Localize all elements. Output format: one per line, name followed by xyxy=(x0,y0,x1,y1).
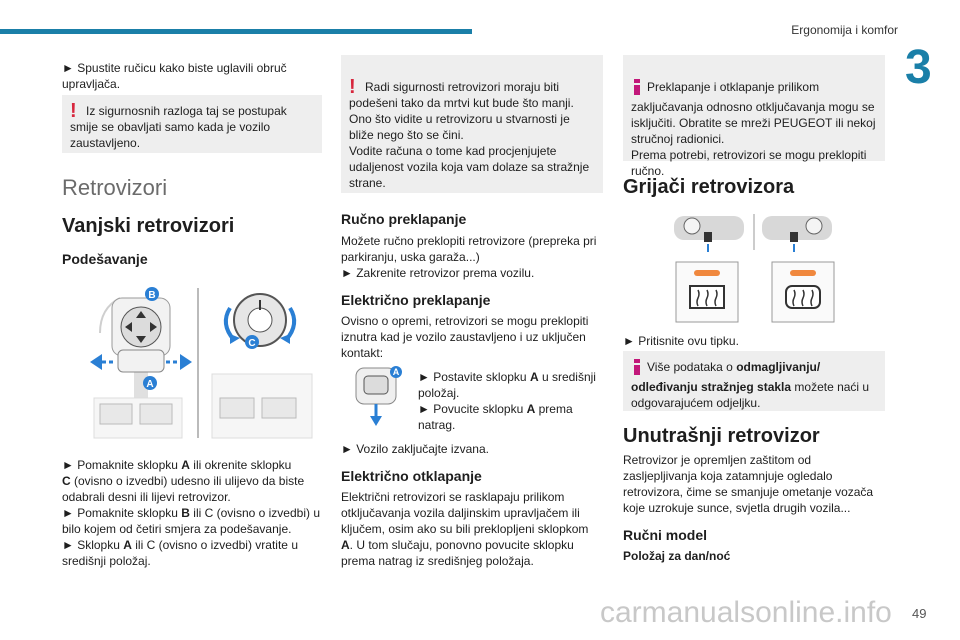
fold-switch-figure xyxy=(352,364,408,428)
info-icon xyxy=(631,359,647,379)
label-b: B xyxy=(148,290,156,301)
electric-fold-title: Električno preklapanje xyxy=(341,292,491,308)
fold-steps: ► Postavite sklopku A u središnji položaj. ► Povucite sklopku A prema natrag. xyxy=(418,370,596,432)
manual-model-title: Ručni model xyxy=(623,527,708,543)
chapter-number: 3 xyxy=(905,41,932,94)
info-text: Preklapanje i otklapanje prilikom zaključavanja odnosno otključavanja mogu se isključiti. Obratite se mreži PEUGEOT ili nekoj stručnoj radionici. Prema potrebi, retrovizori se mogu preklopiti ručno. xyxy=(631,80,876,178)
manual-fold-step: ► Zakrenite retrovizor prema vozilu. xyxy=(341,266,535,280)
mirror-control-figure xyxy=(80,278,320,448)
heater-step: ► Pritisnite ovu tipku. xyxy=(623,334,739,348)
electric-unfold-text: Električni retrovizori se rasklapaju prilikom otključavanja vozila daljinskim upravljačem ili ključem, osim ako su bili preklopljeni sklopkom A. U tom slučaju, ponovno povucite sklopku prema natrag iz središnjeg položaja. xyxy=(341,490,589,568)
intro-text: ► Spustite ručicu kako biste uglavili obruč upravljača. xyxy=(62,61,287,91)
header-title: Ergonomija i komfor xyxy=(791,23,898,37)
heater-button-figure xyxy=(672,210,842,328)
subtitle-outer-mirrors: Vanjski retrovizori xyxy=(62,215,235,237)
warning-icon: ! xyxy=(70,100,77,122)
adjust-title: Podešavanje xyxy=(62,251,148,267)
warning-box-steering xyxy=(62,95,322,153)
warning-text: Iz sigurnosnih razloga taj se postupak smije se obavljati samo kada je vozilo zaustavljeno. xyxy=(70,104,287,150)
header-accent-bar xyxy=(0,29,472,34)
info-icon xyxy=(631,79,647,99)
inner-mirror-text: Retrovizor je opremljen zaštitom od zasljepljivanja koja zatamnjuje ogledalo retrovizora, čime se smanjuje ometanje vozača koje uzrokuje sunce, svjetla drugih vozila... xyxy=(623,453,874,515)
label-a: A xyxy=(392,367,400,377)
electric-unfold-title: Električno otklapanje xyxy=(341,468,482,484)
warning-text: Radi sigurnosti retrovizori moraju biti podešeni tako da mrtvi kut bude što manji. Ono što vidite u retrovizoru u stvarnosti je bliže nego što se čini. Vodite računa o tome kad procjenjujete udaljenost vozila koja vam dolaze sa stražnje strane. xyxy=(349,80,590,190)
label-c: C xyxy=(248,338,256,349)
warning-icon: ! xyxy=(349,76,356,98)
day-night-title: Položaj za dan/noć xyxy=(623,549,731,563)
adjust-instructions: ► Pomaknite sklopku A ili okrenite sklopku C (ovisno o izvedbi) udesno ili ulijevo da biste odabrali desni ili lijevi retrovizor. ► Pomaknite sklopku B ili C (ovisno o izvedbi) u bilo kojem od četiri smjera za podešavanje. ► Sklopku A ili C (ovisno o izvedbi) vratite u središnji položaj. xyxy=(62,458,320,568)
lock-step: ► Vozilo zaključajte izvana. xyxy=(341,442,489,456)
manual-fold-text: Možete ručno preklopiti retrovizore (prepreka pri parkiranju, uska garaža...) xyxy=(341,234,597,264)
watermark: carmanualsonline.info xyxy=(600,596,892,629)
heater-title: Grijači retrovizora xyxy=(623,176,795,198)
page-number: 49 xyxy=(912,606,927,621)
info-box-folding xyxy=(623,55,885,178)
inner-mirror-title: Unutrašnji retrovizor xyxy=(623,425,820,447)
info-box-defrost: Više podataka o odmagljivanju/ odleđivanju stražnjeg stakla možete naći u odgovarajućem odjeljku. xyxy=(623,351,885,411)
section-title: Retrovizori xyxy=(62,175,168,200)
manual-fold-title: Ručno preklapanje xyxy=(341,211,467,227)
warning-box-mirrors xyxy=(341,55,603,193)
electric-fold-text: Ovisno o opremi, retrovizori se mogu preklopiti iznutra kad je vozilo zaustavljeno i uz uključen kontakt: xyxy=(341,314,589,360)
label-a: A xyxy=(146,379,154,390)
